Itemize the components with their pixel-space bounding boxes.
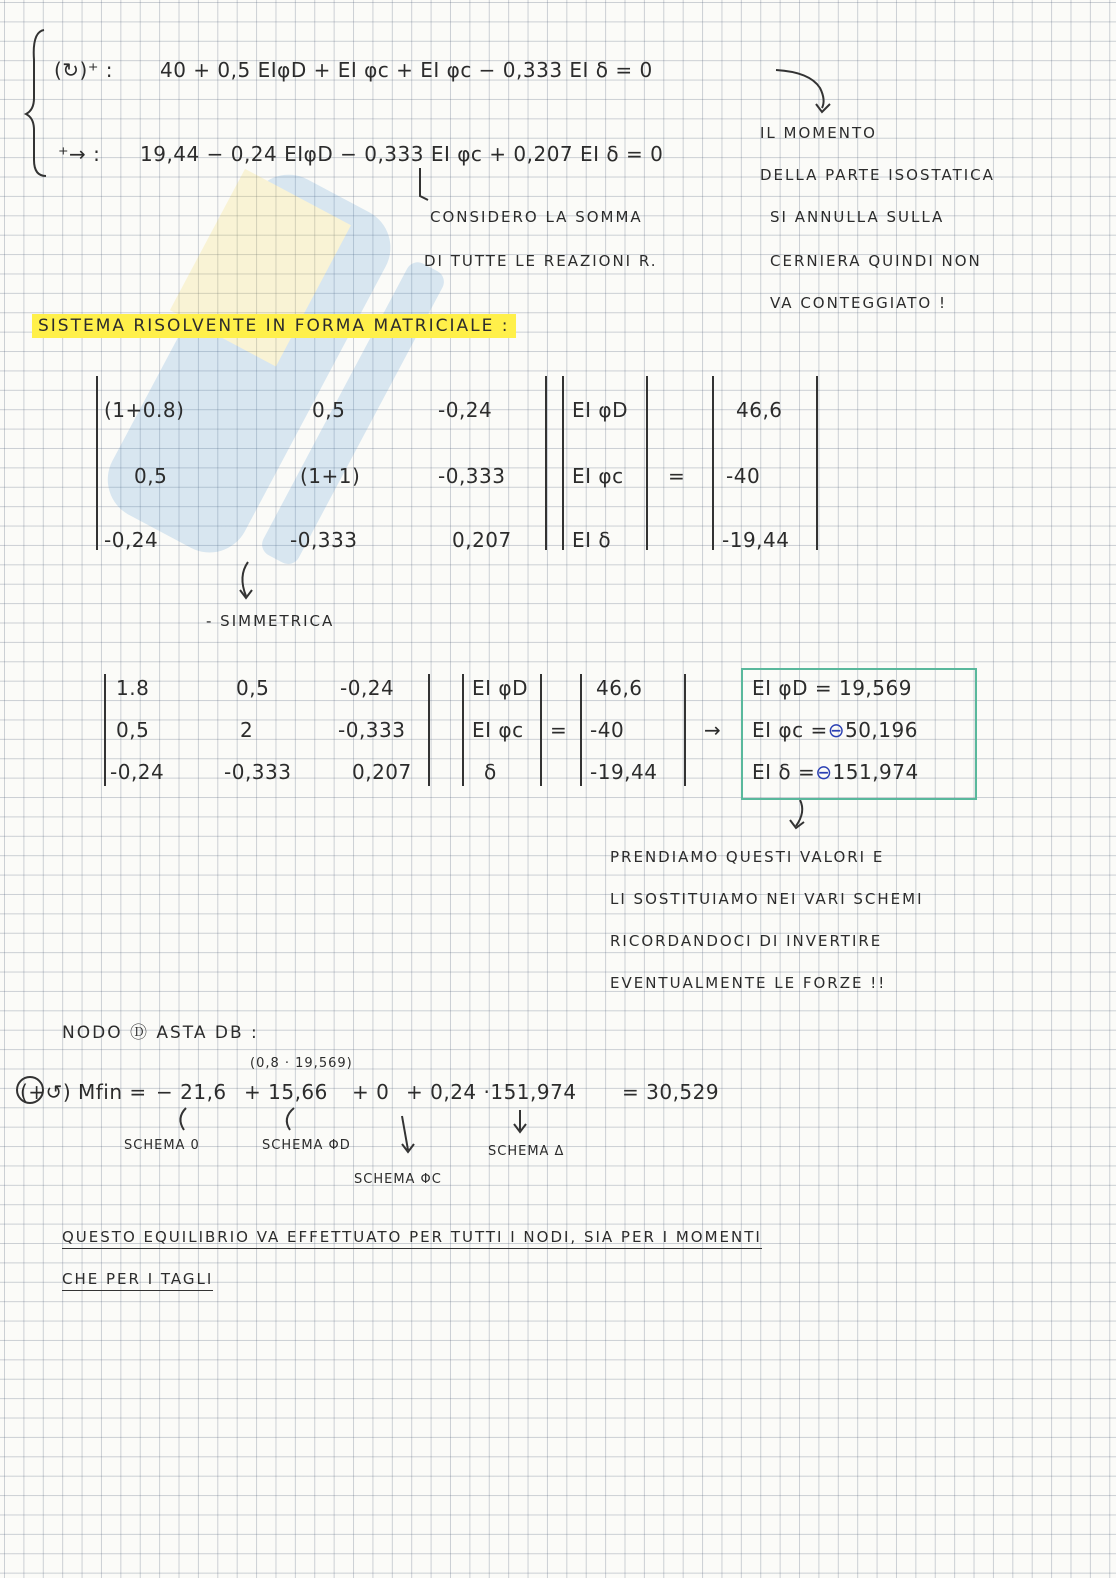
note-moment-line4: CERNIERA QUINDI NON — [770, 252, 982, 270]
known2-left-bar — [580, 674, 582, 786]
known2-right-bar — [684, 674, 686, 786]
matrix2-cell: 0,5 — [236, 676, 270, 700]
result-value: 19,569 — [838, 676, 912, 700]
substitution-note-line2: LI SOSTITUIAMO NEI VARI SCHEMI — [610, 890, 924, 908]
known1-right-bar — [816, 376, 818, 550]
matrix1-right-bar — [545, 376, 547, 550]
unknown2: EI φD — [472, 676, 528, 700]
known1: -40 — [726, 464, 761, 488]
above-term-annotation: (0,8 · 19,569) — [250, 1056, 353, 1071]
result-delta — [752, 760, 919, 784]
mfin-term: + 15,66 — [244, 1080, 328, 1104]
matrix1-cell: 0,5 — [312, 398, 346, 422]
matrix2-cell: 0,207 — [352, 760, 412, 784]
schema-label: SCHEMA ΦD — [262, 1138, 351, 1153]
unknown2: δ — [484, 760, 497, 784]
note-sum-line2: DI TUTTE LE REAZIONI R. — [424, 252, 658, 270]
unknown1: EI φc — [572, 464, 624, 488]
matrix1-cell: -0,333 — [290, 528, 358, 552]
conclusion-line2 — [62, 1270, 213, 1288]
substitution-note-line4: EVENTUALMENTE LE FORZE !! — [610, 974, 887, 992]
matrix-section-title: SISTEMA RISOLVENTE IN FORMA MATRICIALE : — [32, 314, 516, 338]
note-moment-line5: VA CONTEGGIATO ! — [770, 294, 947, 312]
matrix1-cell: 0,207 — [452, 528, 512, 552]
conclusion-text: CHE PER I TAGLI — [62, 1270, 213, 1291]
equation-rotation: 40 + 0,5 EIφD + EI φc + EI φc − 0,333 EI δ = 0 — [160, 58, 653, 82]
result-label: EI δ = — [752, 760, 816, 784]
result-phiD — [752, 676, 912, 700]
matrix2-cell: 2 — [240, 718, 254, 742]
note-moment-line3: SI ANNULLA SULLA — [770, 208, 945, 226]
mfin-term: + 0,24 ·151,974 — [406, 1080, 577, 1104]
substitution-note-line1: PRENDIAMO QUESTI VALORI E — [610, 848, 885, 866]
note-sum-line1: CONSIDERO LA SOMMA — [430, 208, 643, 226]
result-label: EI φD = — [752, 676, 833, 700]
matrix2-right-bar — [428, 674, 430, 786]
matrix2-cell: -0,24 — [340, 676, 395, 700]
schema-label: SCHEMA ΦC — [354, 1172, 442, 1187]
negative-sign-icon: ⊖ — [827, 718, 845, 742]
unknown2: EI φc — [472, 718, 524, 742]
rotation-symbol: (↻)⁺ : — [54, 58, 114, 82]
matrix1-cell: -0,24 — [438, 398, 493, 422]
known2: 46,6 — [596, 676, 643, 700]
known1-left-bar — [712, 376, 714, 550]
unknowns2-right-bar — [540, 674, 542, 786]
matrix2-cell: 0,5 — [116, 718, 150, 742]
result-phiC — [752, 718, 918, 742]
matrix1-cell: (1+0.8) — [104, 398, 185, 422]
unknowns2-left-bar — [462, 674, 464, 786]
matrix2-left-bar — [104, 674, 106, 786]
mfin-term: + 0 — [352, 1080, 390, 1104]
known1: 46,6 — [736, 398, 783, 422]
matrix1-cell: (1+1) — [300, 464, 361, 488]
unknowns1-right-bar — [646, 376, 648, 550]
known2: -40 — [590, 718, 625, 742]
unknown1: EI δ — [572, 528, 612, 552]
schema-label: SCHEMA Δ — [488, 1144, 565, 1159]
result-value: 50,196 — [844, 718, 918, 742]
schema-label: SCHEMA 0 — [124, 1138, 200, 1153]
mfin-result: = 30,529 — [622, 1080, 720, 1104]
known1: -19,44 — [722, 528, 790, 552]
matrix1-equals: = — [668, 464, 686, 488]
arrow-to-results: → — [704, 718, 722, 742]
matrix2-cell: -0,333 — [338, 718, 406, 742]
mfin-lhs: (+↺) Mfin = — [20, 1080, 147, 1104]
conclusion-text: QUESTO EQUILIBRIO VA EFFETTUATO PER TUTTI I NODI, SIA PER I MOMENTI — [62, 1228, 762, 1249]
watermark-logo — [30, 20, 530, 740]
matrix2-cell: -0,24 — [110, 760, 165, 784]
note-moment-line1: IL MOMENTO — [760, 124, 877, 142]
matrix1-cell: -0,333 — [438, 464, 506, 488]
translation-symbol: ⁺→ : — [58, 142, 101, 166]
result-value: 151,974 — [832, 760, 919, 784]
result-label: EI φc = — [752, 718, 828, 742]
matrix2-equals: = — [550, 718, 568, 742]
symmetric-note: - SIMMETRICA — [206, 612, 335, 630]
matrix1-cell: 0,5 — [134, 464, 168, 488]
equation-translation: 19,44 − 0,24 EIφD − 0,333 EI φc + 0,207 EI δ = 0 — [140, 142, 664, 166]
known2: -19,44 — [590, 760, 658, 784]
matrix1-cell: -0,24 — [104, 528, 159, 552]
negative-sign-icon: ⊖ — [815, 760, 833, 784]
unknowns1-left-bar — [562, 376, 564, 550]
unknown1: EI φD — [572, 398, 628, 422]
substitution-note-line3: RICORDANDOCI DI INVERTIRE — [610, 932, 883, 950]
matrix1-left-bar — [96, 376, 98, 550]
matrix2-cell: -0,333 — [224, 760, 292, 784]
matrix2-cell: 1.8 — [116, 676, 150, 700]
note-moment-line2: DELLA PARTE ISOSTATICA — [760, 166, 995, 184]
mfin-term: − 21,6 — [156, 1080, 227, 1104]
conclusion-line1 — [62, 1228, 762, 1246]
node-section-title: NODO Ⓓ ASTA DB : — [62, 1023, 259, 1043]
